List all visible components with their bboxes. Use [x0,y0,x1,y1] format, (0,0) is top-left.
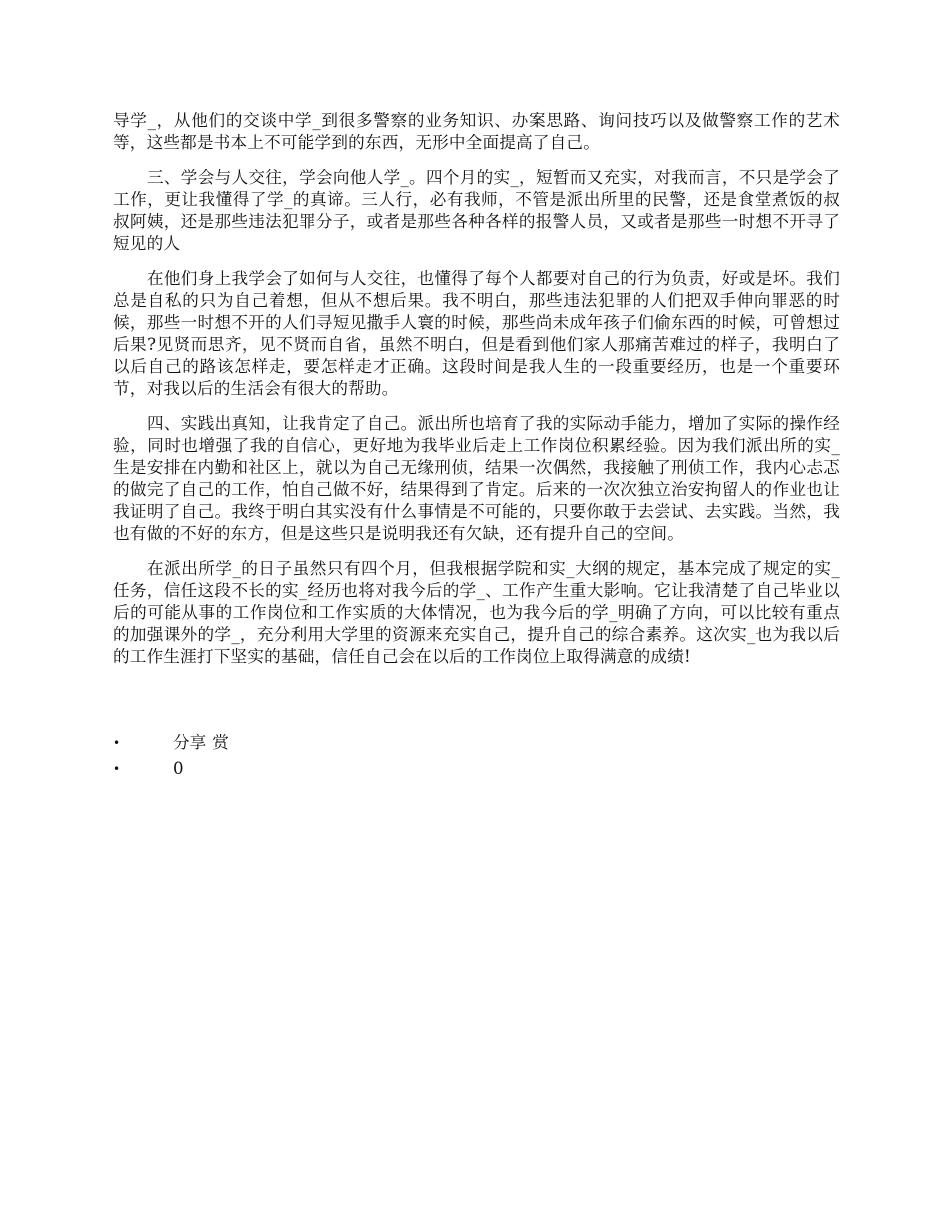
paragraph-3: 在他们身上我学会了如何与人交往，也懂得了每个人都要对自己的行为负责，好或是坏。我们总是自私的只为自己着想，但从不想后果。我不明白，那些违法犯罪的人们把双手伸向罪恶的时候，那些一时想不开的人们寻短见撒手人寰的时候，那些尚未成年孩子们偷东西的时候，可曾想过后果?见贤而思齐，见不贤而自省，虽然不明白，但是看到他们家人那痛苦难过的样子，我明白了以后自己的路该怎样走，要怎样走才正确。这段时间是我人生的一段重要经历，也是一个重要环节，对我以后的生活会有很大的帮助。 [113,269,840,398]
share-link[interactable]: 分享 [173,733,207,752]
article-body [113,110,840,681]
paragraph-5: 在派出所学_的日子虽然只有四个月，但我根据学院和实_大纲的规定，基本完成了规定的实_任务，信任这段不长的实_经历也将对我今后的学_、工作产生重大影响。它让我清楚了自己毕业以后的可能从事的工作岗位和工作实质的大体情况，也为我今后的学_明确了方向，可以比较有重点的加强课外的学_，充分利用大学里的资源来充实自己，提升自己的综合素养。这次实_也为我以后的工作生涯打下坚实的基础，信任自己会在以后的工作岗位上取得满意的成绩! [113,559,840,666]
paragraph-4: 四、实践出真知，让我肯定了自己。派出所也培育了我的实际动手能力，增加了实际的操作经验，同时也增强了我的自信心，更好地为我毕业后走上工作岗位积累经验。因为我们派出所的实_生是安排在内勤和社区上，就以为自己无缘刑侦，结果一次偶然，我接触了刑侦工作，我内心忐忑的做完了自己的工作，怕自己做不好，结果得到了肯定。后来的一次次独立治安拘留人的作业也让我证明了自己。我终于明白其实没有什么事情是不可能的，只要你敢于去尝试、去实践。当然，我也有做的不好的东方，但是这些只是说明我还有欠缺，还有提升自己的空间。 [113,414,840,543]
reward-link[interactable]: 赏 [212,733,229,752]
paragraph-2: 三、学会与人交往，学会向他人学_。四个月的实_，短暂而又充实，对我而言，不只是学会了工作，更让我懂得了学_的真谛。三人行，必有我师，不管是派出所里的民警，还是食堂煮饭的叔叔阿姨，还是那些违法犯罪分子，或者是那些各种各样的报警人员，又或者是那些一时想不开寻了短见的人 [113,168,840,253]
bullet-icon: • [113,762,121,776]
bullet-icon: • [113,736,121,750]
count-value: 0 [173,759,184,778]
paragraph-1: 导学_，从他们的交谈中学_到很多警察的业务知识、办案思路、询问技巧以及做警察工作的艺术等，这些都是书本上不可能学到的东西，无形中全面提高了自己。 [113,111,840,152]
share-actions [173,730,229,756]
